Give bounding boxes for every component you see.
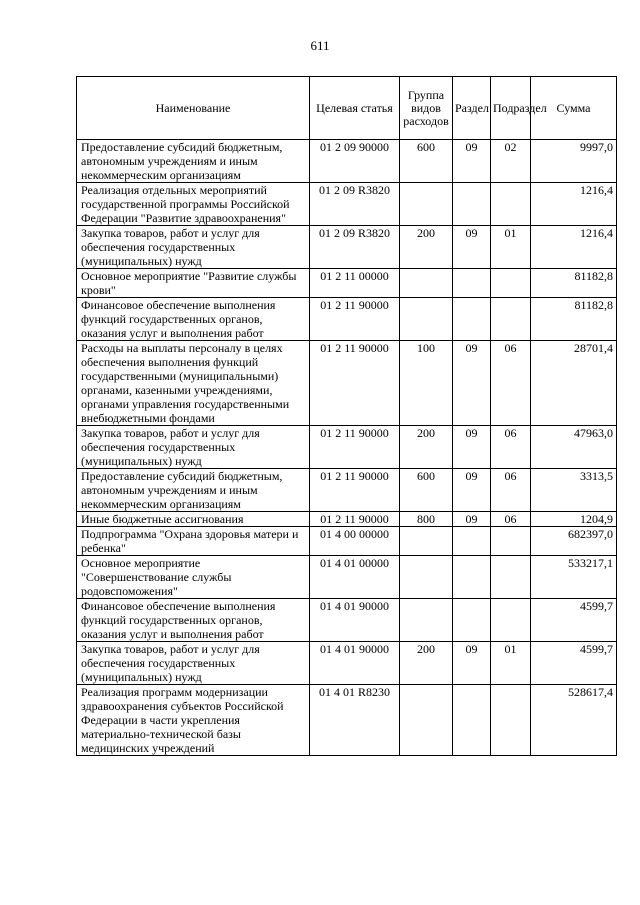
cell-subsection: [491, 527, 531, 556]
cell-name: Расходы на выплаты персоналу в целях обеспечения выполнения функций государственными (муниципальными) органами, казенными учреждениями, органами управления государственными внебюджетными фондами: [77, 341, 310, 426]
cell-expense-group: 200: [400, 426, 453, 469]
column-header-section: Раздел: [453, 77, 491, 140]
cell-expense-group: [400, 556, 453, 599]
cell-subsection: [491, 298, 531, 341]
cell-subsection: 06: [491, 341, 531, 426]
cell-name: Основное мероприятие "Совершенствование службы родовспоможения": [77, 556, 310, 599]
cell-target-article: 01 4 00 00000: [310, 527, 400, 556]
cell-section: 09: [453, 426, 491, 469]
cell-subsection: [491, 269, 531, 298]
table-row: [77, 140, 617, 183]
table-row: [77, 469, 617, 512]
cell-name: Закупка товаров, работ и услуг для обеспечения государственных (муниципальных) нужд: [77, 642, 310, 685]
cell-expense-group: [400, 599, 453, 642]
cell-section: [453, 269, 491, 298]
cell-sum: 1216,4: [531, 226, 617, 269]
cell-target-article: 01 2 09 R3820: [310, 183, 400, 226]
cell-section: [453, 527, 491, 556]
budget-table: [76, 76, 617, 756]
cell-sum: 47963,0: [531, 426, 617, 469]
cell-name: Предоставление субсидий бюджетным, автономным учреждениям и иным некоммерческим организациям: [77, 140, 310, 183]
cell-target-article: 01 2 11 90000: [310, 426, 400, 469]
cell-expense-group: 100: [400, 341, 453, 426]
cell-expense-group: [400, 685, 453, 756]
table-row: [77, 183, 617, 226]
cell-target-article: 01 4 01 00000: [310, 556, 400, 599]
table-row: [77, 298, 617, 341]
cell-section: 09: [453, 140, 491, 183]
cell-subsection: 01: [491, 226, 531, 269]
table-row: [77, 556, 617, 599]
table-row: [77, 512, 617, 527]
cell-sum: 4599,7: [531, 642, 617, 685]
cell-expense-group: 200: [400, 642, 453, 685]
cell-subsection: [491, 556, 531, 599]
cell-subsection: 01: [491, 642, 531, 685]
column-header-subsection: Подраздел: [491, 77, 531, 140]
cell-sum: 3313,5: [531, 469, 617, 512]
page-number: 611: [310, 38, 330, 53]
cell-target-article: 01 4 01 90000: [310, 642, 400, 685]
table-row: [77, 226, 617, 269]
cell-sum: 9997,0: [531, 140, 617, 183]
cell-target-article: 01 2 11 90000: [310, 512, 400, 527]
cell-target-article: 01 2 11 90000: [310, 469, 400, 512]
cell-section: [453, 685, 491, 756]
cell-subsection: [491, 685, 531, 756]
cell-name: Финансовое обеспечение выполнения функций государственных органов, оказания услуг и выполнения работ: [77, 599, 310, 642]
cell-expense-group: [400, 269, 453, 298]
cell-name: Иные бюджетные ассигнования: [77, 512, 310, 527]
cell-target-article: 01 2 11 90000: [310, 298, 400, 341]
table-row: [77, 642, 617, 685]
cell-name: Реализация программ модернизации здравоохранения субъектов Российской Федерации в части укрепления материально-технической базы медицинских учреждений: [77, 685, 310, 756]
cell-target-article: 01 2 11 00000: [310, 269, 400, 298]
cell-name: Предоставление субсидий бюджетным, автономным учреждениям и иным некоммерческим организациям: [77, 469, 310, 512]
cell-sum: 28701,4: [531, 341, 617, 426]
cell-name: Закупка товаров, работ и услуг для обеспечения государственных (муниципальных) нужд: [77, 426, 310, 469]
cell-section: [453, 298, 491, 341]
cell-section: 09: [453, 512, 491, 527]
cell-subsection: [491, 599, 531, 642]
cell-target-article: 01 4 01 R8230: [310, 685, 400, 756]
cell-expense-group: [400, 527, 453, 556]
cell-section: 09: [453, 226, 491, 269]
cell-sum: 4599,7: [531, 599, 617, 642]
column-header-group: Группа видов расходов: [400, 77, 453, 140]
cell-section: 09: [453, 341, 491, 426]
cell-sum: 1216,4: [531, 183, 617, 226]
table-row: [77, 599, 617, 642]
cell-section: [453, 183, 491, 226]
cell-sum: 528617,4: [531, 685, 617, 756]
cell-name: Закупка товаров, работ и услуг для обеспечения государственных (муниципальных) нужд: [77, 226, 310, 269]
cell-expense-group: [400, 183, 453, 226]
table-row: [77, 527, 617, 556]
cell-target-article: 01 4 01 90000: [310, 599, 400, 642]
cell-target-article: 01 2 09 90000: [310, 140, 400, 183]
cell-sum: 682397,0: [531, 527, 617, 556]
cell-subsection: 02: [491, 140, 531, 183]
column-header-target: Целевая статья: [310, 77, 400, 140]
cell-sum: 81182,8: [531, 298, 617, 341]
cell-name: Реализация отдельных мероприятий государственной программы Российской Федерации "Развитие здравоохранения": [77, 183, 310, 226]
cell-name: Финансовое обеспечение выполнения функций государственных органов, оказания услуг и выполнения работ: [77, 298, 310, 341]
cell-name: Основное мероприятие "Развитие службы крови": [77, 269, 310, 298]
cell-section: 09: [453, 642, 491, 685]
cell-section: 09: [453, 469, 491, 512]
cell-expense-group: 600: [400, 469, 453, 512]
cell-target-article: 01 2 11 90000: [310, 341, 400, 426]
table-row: [77, 269, 617, 298]
cell-expense-group: 800: [400, 512, 453, 527]
cell-subsection: 06: [491, 426, 531, 469]
column-header-name: Наименование: [77, 77, 310, 140]
table-row: [77, 426, 617, 469]
cell-subsection: 06: [491, 512, 531, 527]
cell-target-article: 01 2 09 R3820: [310, 226, 400, 269]
cell-section: [453, 599, 491, 642]
cell-sum: 81182,8: [531, 269, 617, 298]
cell-expense-group: [400, 298, 453, 341]
table-row: [77, 685, 617, 756]
cell-sum: 1204,9: [531, 512, 617, 527]
cell-sum: 533217,1: [531, 556, 617, 599]
table-header-row: [77, 77, 617, 140]
table-row: [77, 341, 617, 426]
cell-subsection: [491, 183, 531, 226]
cell-subsection: 06: [491, 469, 531, 512]
cell-name: Подпрограмма "Охрана здоровья матери и ребенка": [77, 527, 310, 556]
cell-expense-group: 600: [400, 140, 453, 183]
column-header-sum: Сумма: [531, 77, 617, 140]
cell-expense-group: 200: [400, 226, 453, 269]
cell-section: [453, 556, 491, 599]
